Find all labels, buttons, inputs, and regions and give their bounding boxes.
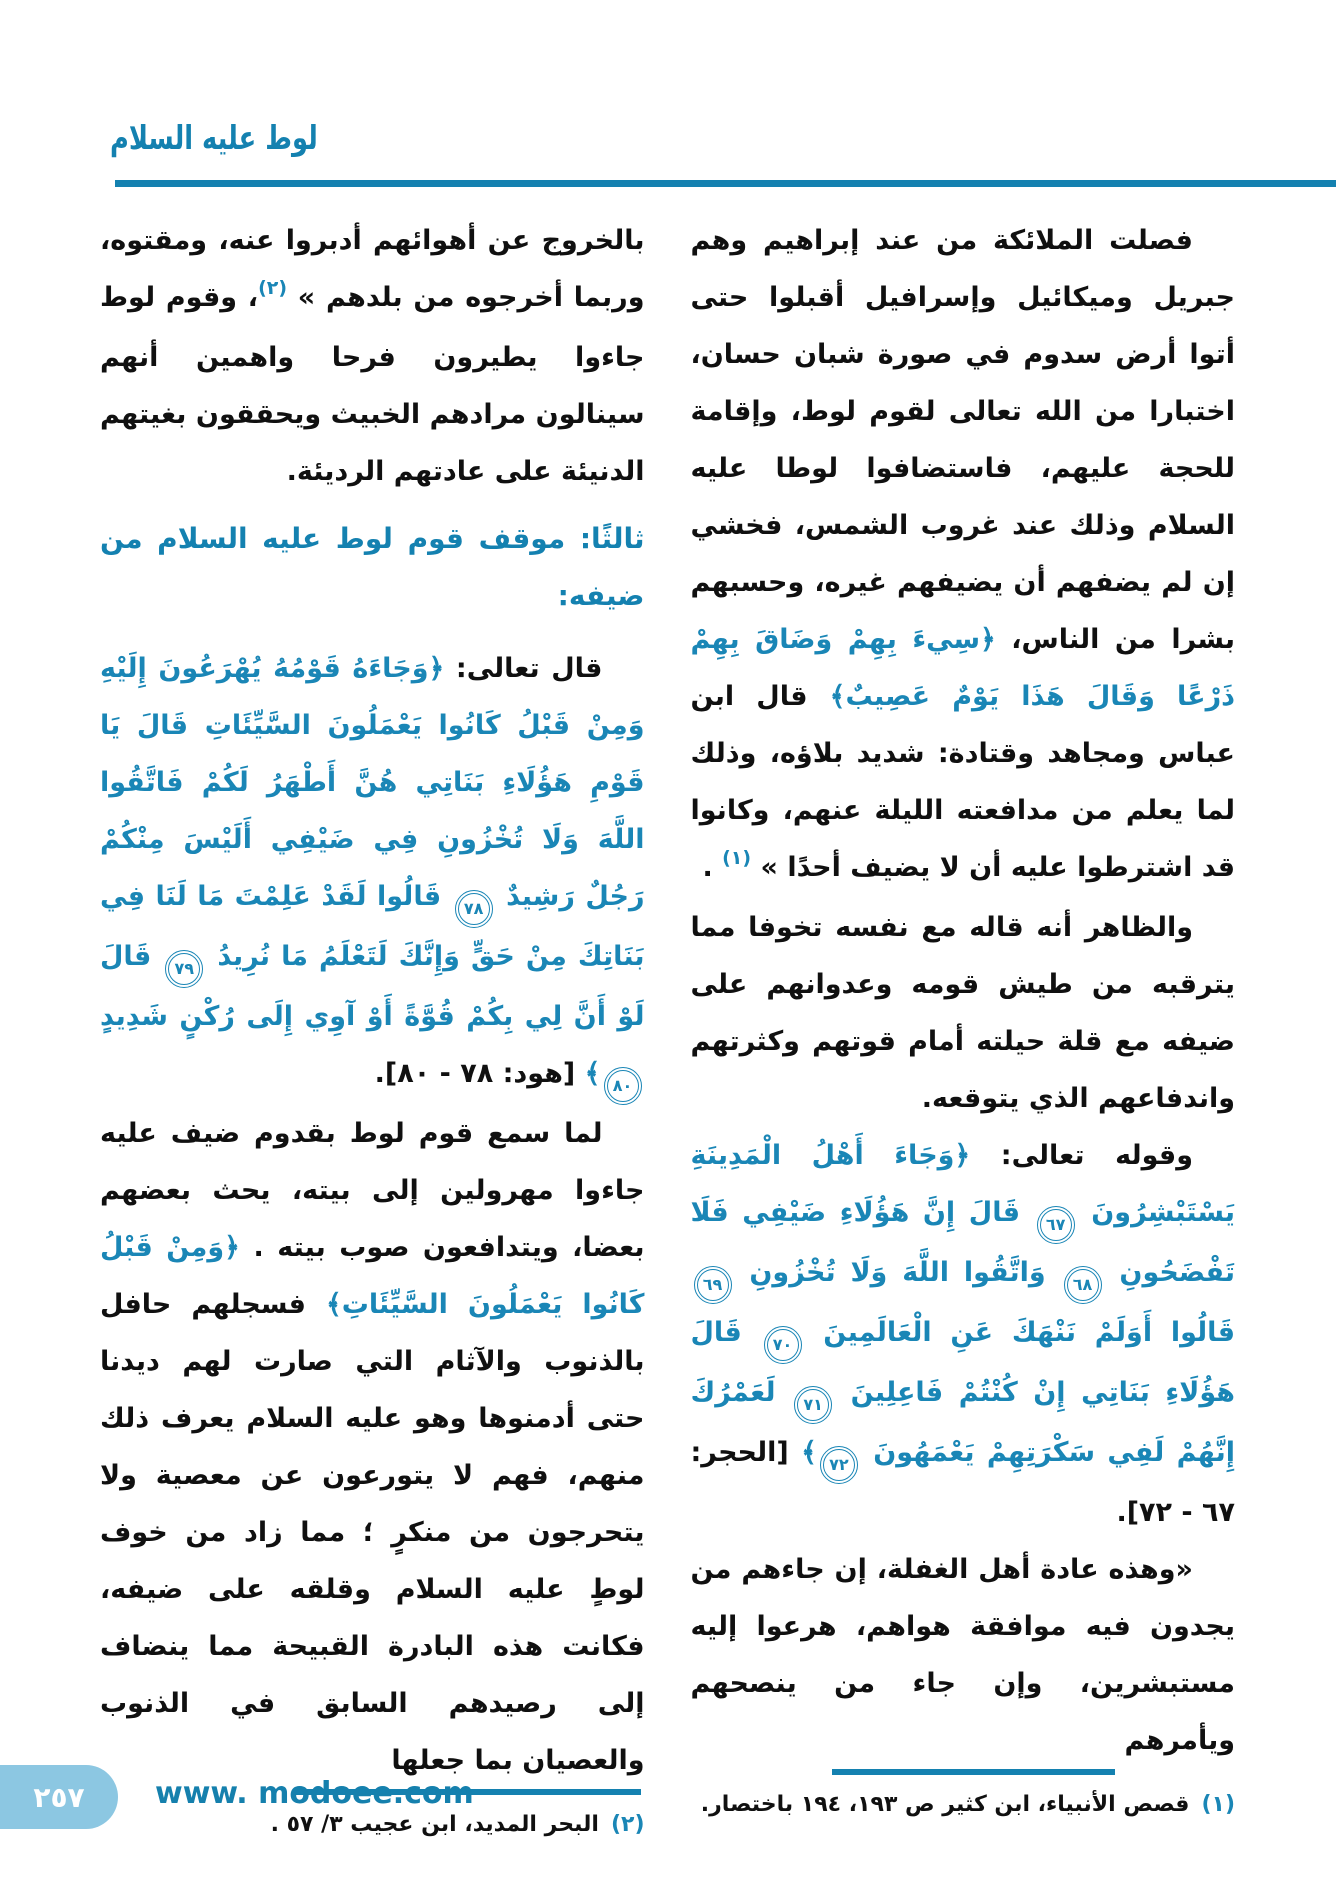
footnote <box>100 1805 645 1845</box>
text-run: والظاهر أنه قاله مع نفسه تخوفا مما يترقبه من طيش قومه وعدوانهم على ضيفه مع قلة حيلته أمام قوتهم وكثرتهم واندفاعهم الذي يتوقعه. <box>690 912 1235 1114</box>
quran-text: ﴾ <box>584 1058 601 1089</box>
paragraph <box>691 1541 1236 1769</box>
text-run: قال تعالى: <box>444 653 603 684</box>
quran-text: وَاتَّقُوا اللَّهَ وَلَا تُخْزُونِ <box>734 1257 1061 1288</box>
section-heading: ثالثًا: موقف قوم لوط عليه السلام من ضيفه: <box>100 522 645 612</box>
quran-text: قَالَ إِنَّ هَؤُلَاءِ ضَيْفِي فَلَا تَفْضَحُونِ <box>690 1197 1236 1288</box>
quran-text: ﴿وَجَاءَهُ قَوْمُهُ يُهْرَعُونَ إِلَيْهِ وَمِنْ قَبْلُ كَانُوا يَعْمَلُونَ السَّيِّئَاتِ قَالَ يَا قَوْمِ هَؤُلَاءِ بَنَاتِي هُنَّ أَطْهَرُ لَكُمْ فَاتَّقُوا اللَّهَ وَلَا تُخْزُونِ فِي ضَيْفِي أَلَيْسَ مِنْكُمْ رَجُلٌ رَشِيدٌ <box>100 653 645 912</box>
text-run: لما سمع قوم لوط بقدوم ضيف عليه جاءوا مهرولين إلى بيته، يحث بعضهم بعضا، ويتدافعون صوب بيته . <box>100 1118 645 1263</box>
text-run: «وهذه عادة أهل الغفلة، إن جاءهم من يجدون فيه موافقة هواهم، هرعوا إليه مستبشرين، وإن جاء من ينصحهم ويأمرهم <box>690 1554 1235 1756</box>
text-run: [الحجر: ٦٧ - ٧٢]. <box>690 1437 1235 1528</box>
footnote-text: البحر المديد، ابن عجيب ٣/ ٥٧ . <box>270 1812 599 1837</box>
ayah-number-badge: ٦٨ <box>1064 1266 1102 1304</box>
footnote-ref: (٢) <box>258 277 288 299</box>
ayah-number-badge: ٦٩ <box>694 1266 732 1304</box>
paragraph-quran-hud <box>100 640 645 1105</box>
page-number: ٢٥٧ <box>33 1780 85 1814</box>
text-run: فصلت الملائكة من عند إبراهيم وهم جبريل وميكائيل وإسرافيل أقبلوا حتى أتوا أرض سدوم في صورة شبان حسان، اختبارا من الله تعالى لقوم لوط، وإقامة للحجة عليهم، فاستضافوا لوطا عليه السلام وذلك عند غروب الشمس، فخشي إن لم يضفهم أن يضيفهم غيره، وحسبهم بشرا من الناس، <box>690 225 1235 655</box>
quran-text: قَالُوا أَوَلَمْ نَنْهَكَ عَنِ الْعَالَمِينَ <box>804 1317 1235 1348</box>
ayah-number-badge: ٧٠ <box>764 1326 802 1364</box>
column-right <box>690 212 1236 1817</box>
quran-text: قَالَ لَوْ أَنَّ لِي بِكُمْ قُوَّةً أَوْ آوِي إِلَى رُكْنٍ شَدِيدٍ <box>100 941 645 1032</box>
text-run: ، وقوم لوط جاءوا يطيرون فرحا واهمين أنهم سينالون مرادهم الخبيث ويحققون بغيتهم الدنيئة على عادتهم الرديئة. <box>100 282 645 487</box>
paragraph <box>100 1105 645 1789</box>
text-run: فسجلهم حافل بالذنوب والآثام التي صارت لهم ديدنا حتى أدمنوها وهو عليه السلام يعرف ذلك منهم، فهم لا يتورعون عن معصية ولا يتحرجون من منكرٍ ؛ مما زاد من خوف لوطٍ عليه السلام وقلقه على ضيفه، فكانت هذه البادرة القبيحة مما ينضاف إلى رصيدهم السابق في الذنوب والعصيان بما جعلها <box>100 1289 645 1776</box>
quran-text: قَالَ هَؤُلَاءِ بَنَاتِي إِنْ كُنْتُمْ فَاعِلِينَ <box>690 1317 1235 1408</box>
footnotes-right <box>691 1769 1236 1825</box>
page-number-pill <box>0 1765 118 1829</box>
footnote <box>691 1785 1236 1825</box>
paragraph-continuation <box>100 212 645 500</box>
text-run: قال ابن عباس ومجاهد وقتادة: شديد بلاؤه، وذلك لما يعلم من مدافعته الليلة عنهم، وكانوا قد اشترطوا عليه أن لا يضيف أحدًا » <box>690 681 1235 883</box>
ayah-number-badge: ٨٠ <box>604 1067 642 1105</box>
paragraph <box>691 899 1236 1127</box>
quran-text: لَعَمْرُكَ إِنَّهُمْ لَفِي سَكْرَتِهِمْ يَعْمَهُونَ <box>690 1377 1235 1468</box>
ayah-number-badge: ٧٨ <box>455 890 493 928</box>
footnote-number: (٢) <box>610 1812 645 1837</box>
quran-text: ﴾ <box>801 1437 817 1468</box>
ayah-number-badge: ٧١ <box>794 1386 832 1424</box>
quran-text: قَالُوا لَقَدْ عَلِمْتَ مَا لَنَا فِي بَنَاتِكَ مِنْ حَقٍّ وَإِنَّكَ لَتَعْلَمُ مَا نُرِيدُ <box>100 881 645 972</box>
website-url: www. modoee.com <box>155 1776 474 1811</box>
footnote-number: (١) <box>1201 1792 1235 1817</box>
paragraph <box>691 212 1236 899</box>
footnote-ref: (١) <box>722 847 752 869</box>
paragraph-quran-hijr <box>691 1127 1236 1541</box>
ayah-number-badge: ٦٧ <box>1037 1206 1075 1244</box>
footnote-text: قصص الأنبياء، ابن كثير ص ١٩٣، ١٩٤ باختصار. <box>700 1792 1190 1817</box>
text-run: . <box>702 852 723 883</box>
text-run: بالخروج عن أهوائهم أدبروا عنه، ومقتوه، وربما أخرجوه من بلدهم » <box>100 225 645 313</box>
quran-text: ﴿وَمِنْ قَبْلُ كَانُوا يَعْمَلُونَ السَّيِّئَاتِ﴾ <box>100 1232 645 1320</box>
text-run: [هود: ٧٨ - ٨٠]. <box>374 1058 585 1089</box>
quran-text: ﴿سِيءَ بِهِمْ وَضَاقَ بِهِمْ ذَرْعًا وَقَالَ هَذَا يَوْمٌ عَصِيبٌ﴾ <box>690 624 1235 712</box>
header-rule <box>115 180 1336 187</box>
ayah-number-badge: ٧٢ <box>820 1446 858 1484</box>
ayah-number-badge: ٧٩ <box>165 950 203 988</box>
chapter-calligraphy-title: لوط عليه السلام <box>110 118 318 157</box>
text-run: وقوله تعالى: <box>970 1140 1193 1171</box>
footnote-divider <box>832 1769 1115 1775</box>
quran-text: ﴿وَجَاءَ أَهْلُ الْمَدِينَةِ يَسْتَبْشِرُونَ <box>690 1140 1235 1228</box>
